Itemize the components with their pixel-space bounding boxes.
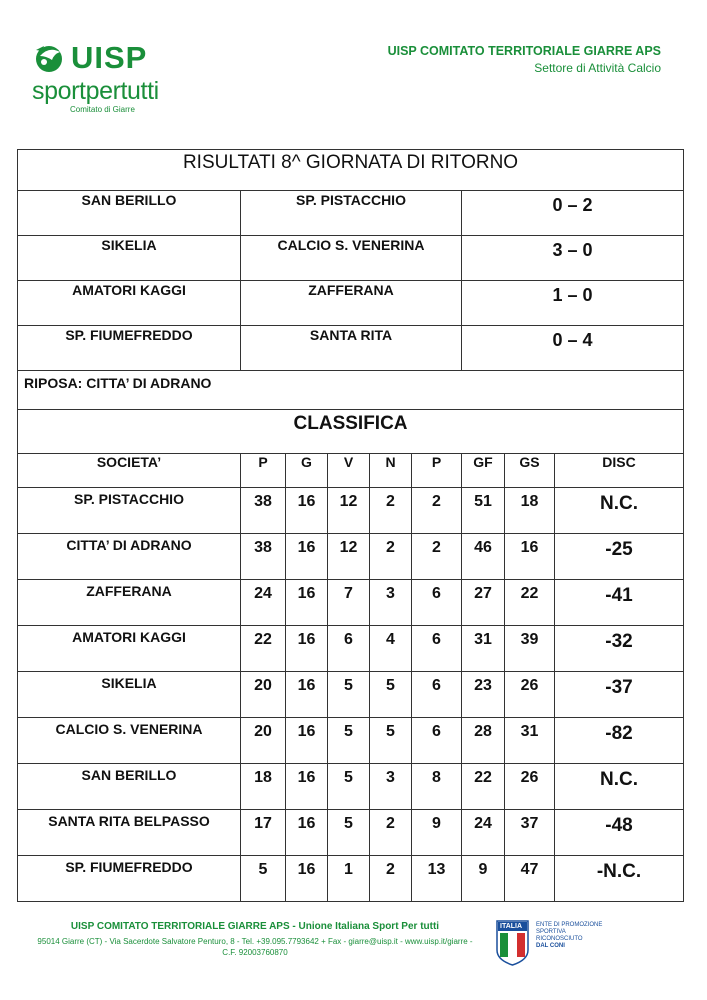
stat-cell: 16 [286, 856, 328, 902]
footer [30, 921, 480, 958]
stat-cell: 37 [505, 810, 555, 856]
match-row [18, 236, 684, 281]
stat-cell: 2 [412, 488, 462, 534]
discipline-points: N.C. [555, 764, 684, 810]
match-row [18, 326, 684, 371]
column-header: P [241, 454, 286, 488]
stat-cell: 9 [412, 810, 462, 856]
stat-cell: 22 [241, 626, 286, 672]
stat-cell: 16 [505, 534, 555, 580]
stat-cell: 5 [328, 672, 370, 718]
results-standings-table [17, 149, 684, 902]
stat-cell: 16 [286, 488, 328, 534]
match-score: 1 – 0 [462, 281, 684, 326]
stat-cell: 27 [462, 580, 505, 626]
stat-cell: 31 [462, 626, 505, 672]
stat-cell: 12 [328, 488, 370, 534]
team-name: SP. PISTACCHIO [18, 488, 241, 534]
home-team: AMATORI KAGGI [18, 281, 241, 326]
stat-cell: 12 [328, 534, 370, 580]
team-name: ZAFFERANA [18, 580, 241, 626]
stat-cell: 3 [370, 764, 412, 810]
discipline-points: -32 [555, 626, 684, 672]
uisp-emblem-icon [32, 42, 68, 74]
column-header: GF [462, 454, 505, 488]
stat-cell: 6 [328, 626, 370, 672]
stat-cell: 38 [241, 488, 286, 534]
stat-cell: 13 [412, 856, 462, 902]
resting-team-note: RIPOSA: CITTA’ DI ADRANO [18, 371, 684, 410]
column-header: G [286, 454, 328, 488]
discipline-points: -41 [555, 580, 684, 626]
stat-cell: 5 [328, 764, 370, 810]
team-name: SANTA RITA BELPASSO [18, 810, 241, 856]
stat-cell: 16 [286, 764, 328, 810]
stat-cell: 16 [286, 580, 328, 626]
stat-cell: 3 [370, 580, 412, 626]
team-name: SIKELIA [18, 672, 241, 718]
coni-text-line: SPORTIVA [536, 929, 566, 935]
match-score: 0 – 4 [462, 326, 684, 371]
stat-cell: 46 [462, 534, 505, 580]
stat-cell: 24 [241, 580, 286, 626]
logo-main-text: UISP [71, 40, 148, 75]
stat-cell: 47 [505, 856, 555, 902]
away-team: ZAFFERANA [241, 281, 462, 326]
stat-cell: 16 [286, 810, 328, 856]
stat-cell: 17 [241, 810, 286, 856]
stat-cell: 16 [286, 672, 328, 718]
match-score: 3 – 0 [462, 236, 684, 281]
coni-text-line: RICONOSCIUTO [536, 936, 583, 942]
stat-cell: 28 [462, 718, 505, 764]
discipline-points: -37 [555, 672, 684, 718]
column-header: SOCIETA’ [18, 454, 241, 488]
away-team: SP. PISTACCHIO [241, 191, 462, 236]
stat-cell: 39 [505, 626, 555, 672]
coni-text-line: DAL CONI [536, 943, 565, 949]
home-team: SIKELIA [18, 236, 241, 281]
discipline-points: N.C. [555, 488, 684, 534]
footer-org: UISP COMITATO TERRITORIALE GIARRE APS - Unione Italiana Sport Per tutti [70, 921, 440, 932]
standings-row [18, 672, 684, 718]
stat-cell: 16 [286, 718, 328, 764]
stat-cell: 18 [241, 764, 286, 810]
discipline-points: -82 [555, 718, 684, 764]
stat-cell: 6 [412, 626, 462, 672]
stat-cell: 5 [241, 856, 286, 902]
stat-cell: 6 [412, 718, 462, 764]
stat-cell: 5 [370, 672, 412, 718]
team-name: CALCIO S. VENERINA [18, 718, 241, 764]
header-organization [388, 44, 661, 75]
match-score: 0 – 2 [462, 191, 684, 236]
standings-row [18, 626, 684, 672]
standings-header-row [18, 454, 684, 488]
results-title: RISULTATI 8^ GIORNATA DI RITORNO [18, 150, 684, 191]
standings-row [18, 718, 684, 764]
away-team: CALCIO S. VENERINA [241, 236, 462, 281]
coni-text [536, 922, 602, 950]
uisp-logo [32, 42, 182, 124]
column-header: DISC [555, 454, 684, 488]
discipline-points: -25 [555, 534, 684, 580]
stat-cell: 2 [370, 856, 412, 902]
footer-address: 95014 Giarre (CT) - Via Sacerdote Salvatore Penturo, 8 - Tel. +39.095.7793642 + Fax - giarre@uisp.it - www.uisp.it/giarre - C.F. 92003760870 [37, 937, 473, 957]
standings-title: CLASSIFICA [18, 410, 684, 454]
match-row [18, 281, 684, 326]
stat-cell: 7 [328, 580, 370, 626]
standings-row [18, 580, 684, 626]
stat-cell: 4 [370, 626, 412, 672]
stat-cell: 2 [370, 534, 412, 580]
team-name: CITTA’ DI ADRANO [18, 534, 241, 580]
stat-cell: 51 [462, 488, 505, 534]
home-team: SAN BERILLO [18, 191, 241, 236]
stat-cell: 8 [412, 764, 462, 810]
standings-row [18, 856, 684, 902]
stat-cell: 6 [412, 672, 462, 718]
stat-cell: 31 [505, 718, 555, 764]
match-row [18, 191, 684, 236]
stat-cell: 20 [241, 672, 286, 718]
stat-cell: 38 [241, 534, 286, 580]
standings-row [18, 488, 684, 534]
stat-cell: 2 [370, 488, 412, 534]
stat-cell: 26 [505, 672, 555, 718]
team-name: AMATORI KAGGI [18, 626, 241, 672]
discipline-points: -48 [555, 810, 684, 856]
org-sector: Settore di Attività Calcio [534, 61, 661, 75]
org-name: UISP COMITATO TERRITORIALE GIARRE APS [387, 44, 661, 58]
stat-cell: 16 [286, 534, 328, 580]
logo-subtitle: Comitato di Giarre [70, 105, 135, 114]
stat-cell: 22 [462, 764, 505, 810]
stat-cell: 1 [328, 856, 370, 902]
standings-row [18, 810, 684, 856]
column-header: N [370, 454, 412, 488]
team-name: SP. FIUMEFREDDO [18, 856, 241, 902]
column-header: GS [505, 454, 555, 488]
standings-row [18, 764, 684, 810]
stat-cell: 9 [462, 856, 505, 902]
stat-cell: 2 [370, 810, 412, 856]
standings-row [18, 534, 684, 580]
stat-cell: 23 [462, 672, 505, 718]
stat-cell: 6 [412, 580, 462, 626]
logo-tagline: sportpertutti [32, 77, 159, 105]
discipline-points: -N.C. [555, 856, 684, 902]
coni-text-line: ENTE DI PROMOZIONE [536, 922, 603, 928]
column-header: P [412, 454, 462, 488]
stat-cell: 22 [505, 580, 555, 626]
team-name: SAN BERILLO [18, 764, 241, 810]
home-team: SP. FIUMEFREDDO [18, 326, 241, 371]
stat-cell: 5 [328, 718, 370, 764]
stat-cell: 16 [286, 626, 328, 672]
column-header: V [328, 454, 370, 488]
stat-cell: 24 [462, 810, 505, 856]
standings-body [18, 488, 684, 902]
away-team: SANTA RITA [241, 326, 462, 371]
stat-cell: 5 [328, 810, 370, 856]
coni-badge [496, 920, 616, 970]
stat-cell: 26 [505, 764, 555, 810]
stat-cell: 5 [370, 718, 412, 764]
coni-badge-label: ITALIA [500, 923, 523, 930]
stat-cell: 2 [412, 534, 462, 580]
stat-cell: 20 [241, 718, 286, 764]
stat-cell: 18 [505, 488, 555, 534]
